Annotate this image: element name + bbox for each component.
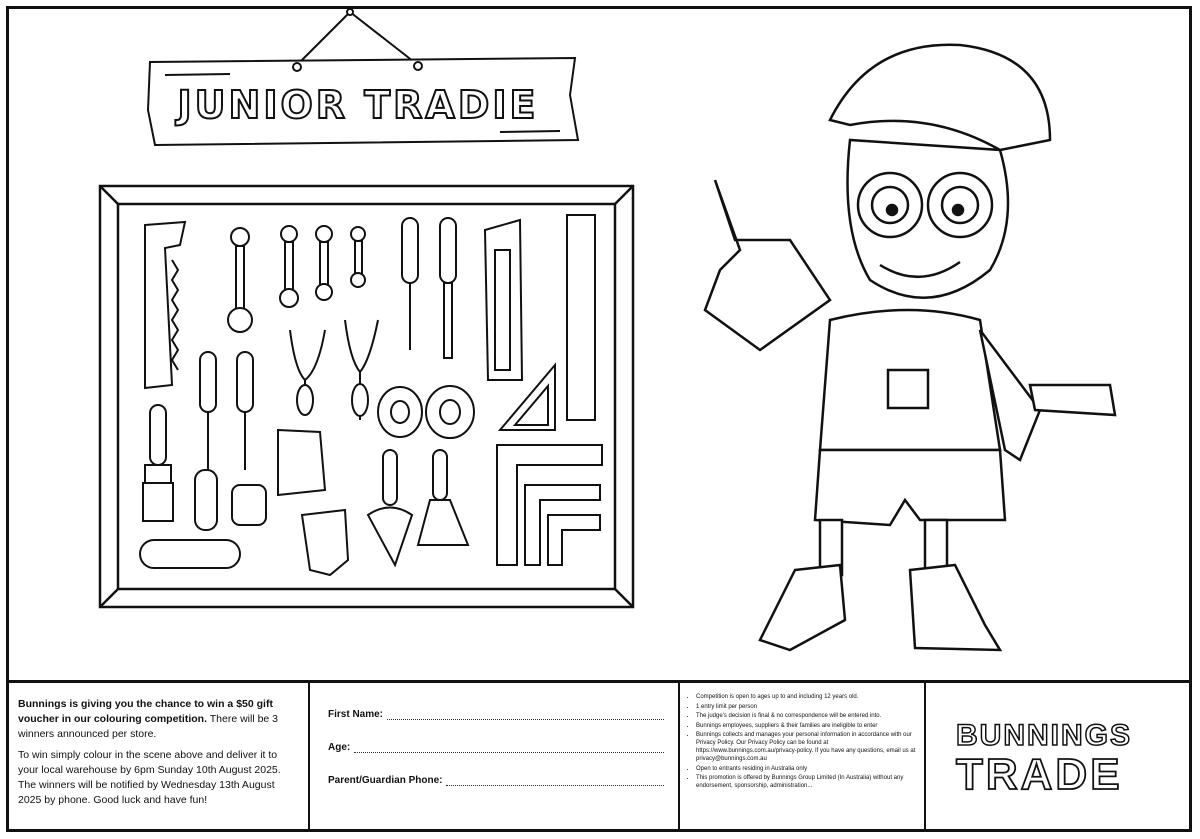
tape-measure-icon xyxy=(232,485,266,525)
sign-title: JUNIOR TRADIE xyxy=(177,83,539,127)
terms-item: • 1 entry limit per person xyxy=(696,703,916,711)
terms-item: • Open to entrants residing in Australia only xyxy=(696,765,916,773)
bunnings-trade-logo xyxy=(926,683,1192,832)
first-name-line[interactable] xyxy=(387,709,664,720)
competition-instructions: To win simply colour in the scene above and deliver it to your local warehouse by 6pm Sunday 10th August 2025. The winners will be notified by Wednesday 13th August 2025 by phone. Good luck and have fun! xyxy=(18,749,281,806)
terms-item: • The judge's decision is final & no correspondence will be entered into. xyxy=(696,712,916,720)
entry-form xyxy=(310,683,680,832)
glove-icon xyxy=(302,510,348,575)
hacksaw-icon xyxy=(485,220,522,380)
logo-line2: TRADE xyxy=(956,749,1123,799)
competition-info xyxy=(6,683,310,832)
terms-and-conditions xyxy=(680,683,926,832)
staple-gun-icon xyxy=(278,430,325,495)
terms-item: • Competition is open to ages up to and including 12 years old. xyxy=(696,693,916,701)
terms-item: • Bunnings collects and manages your personal information in accordance with our Privacy Policy. Our Privacy Policy can be found at https://www.bunnings.com.au/privacy-policy. If you have any questions, email us at privacy@bunnings.com.au xyxy=(696,731,916,763)
first-name-label: First Name: xyxy=(328,709,384,720)
terms-item: • This promotion is offered by Bunnings Group Limited (In Australia) without any endorsement, sponsorship, administration... xyxy=(696,774,916,790)
phone-field[interactable] xyxy=(328,775,664,786)
tradie-character xyxy=(705,45,1115,650)
logo-line1: BUNNINGS xyxy=(956,718,1133,752)
phone-label: Parent/Guardian Phone: xyxy=(328,775,443,786)
first-name-field[interactable] xyxy=(328,709,664,720)
competition-intro xyxy=(18,697,298,742)
terms-item: • Bunnings employees, suppliers & their families are ineligible to enter xyxy=(696,722,916,730)
phone-line[interactable] xyxy=(446,775,664,786)
spirit-level-icon xyxy=(567,215,595,420)
age-label: Age: xyxy=(328,742,351,753)
competition-intro-bold: Bunnings is giving you the chance to win a $50 gift voucher in our colouring competition. xyxy=(18,698,273,725)
entry-strip xyxy=(6,680,1192,832)
age-line[interactable] xyxy=(354,742,664,753)
terms-list xyxy=(688,693,916,790)
age-field[interactable] xyxy=(328,742,664,753)
competition-intro-rest: There will be 3 winners announced per store. xyxy=(18,713,279,740)
